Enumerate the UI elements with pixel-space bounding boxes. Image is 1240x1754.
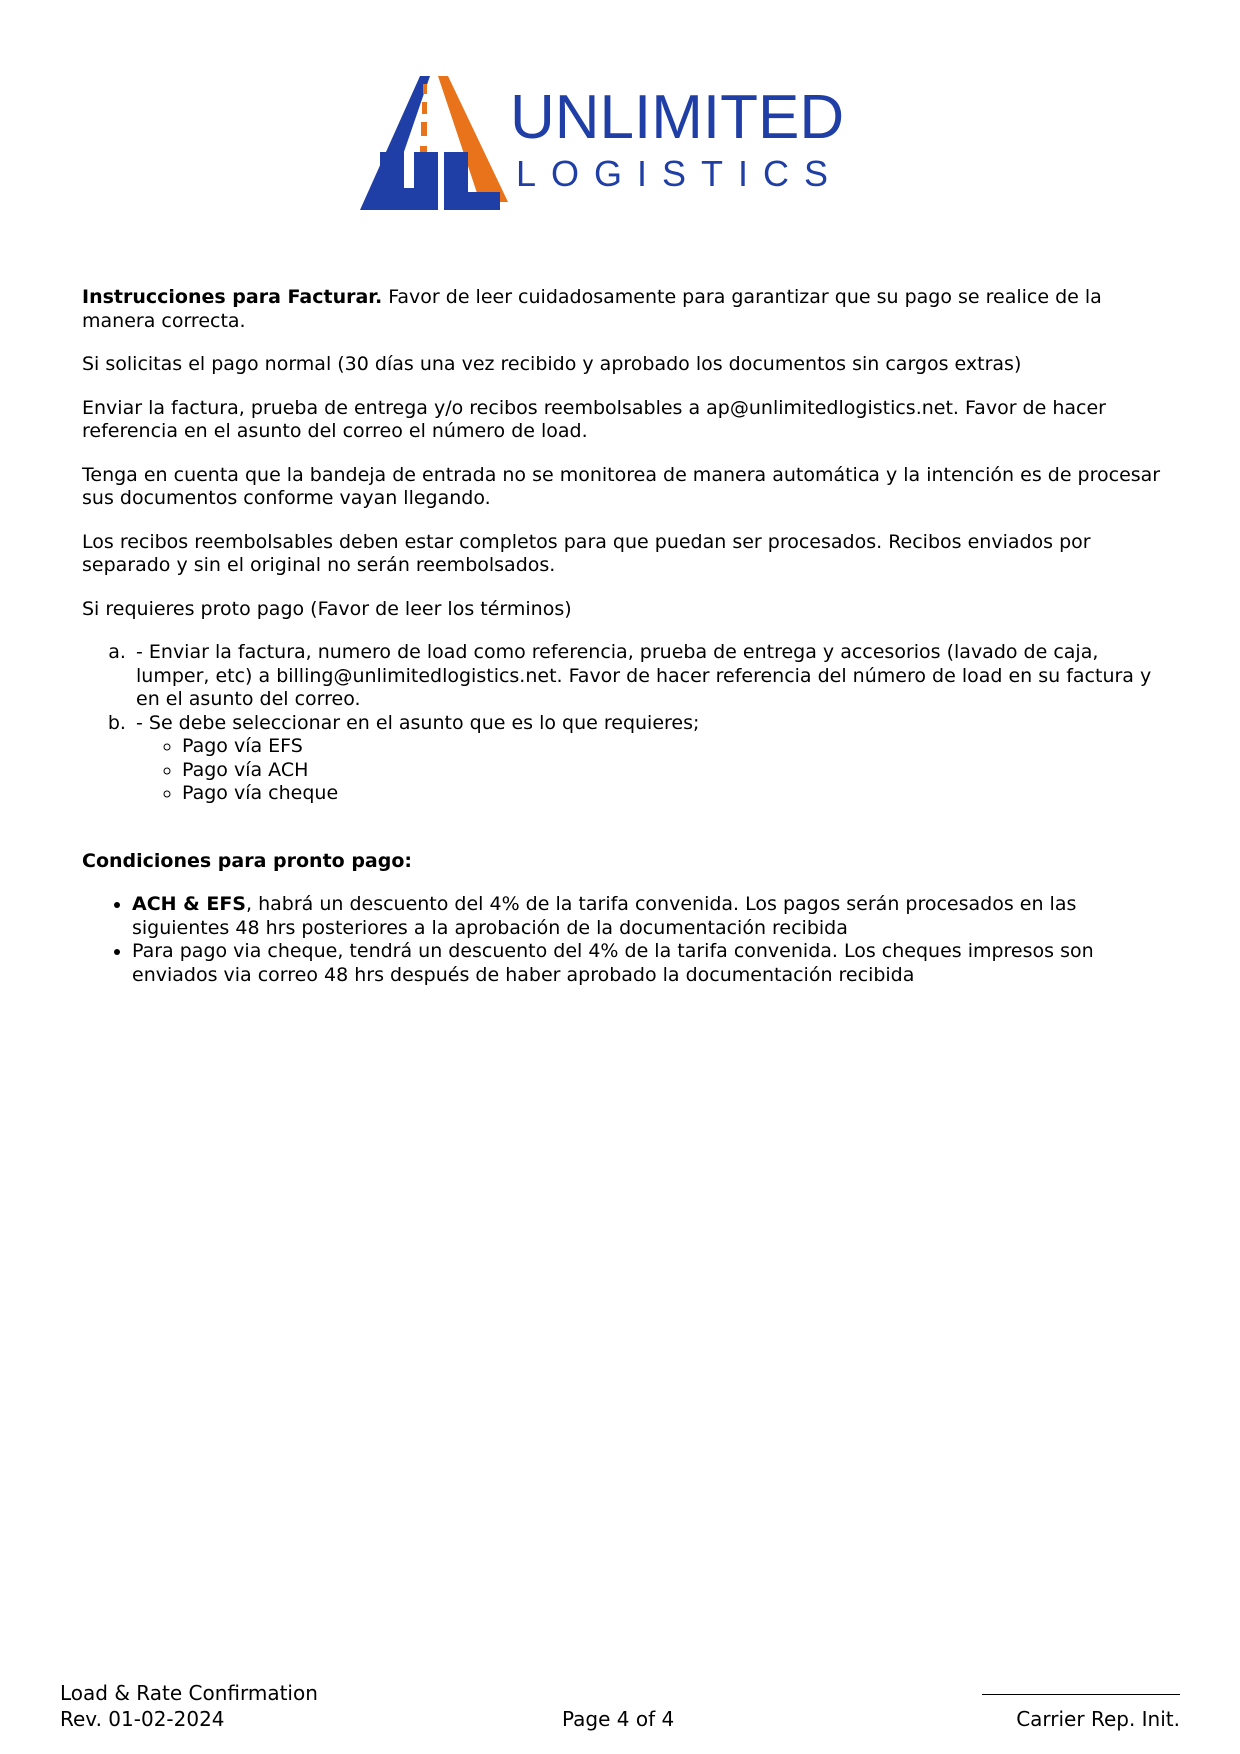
list-item xyxy=(132,641,1172,712)
receipts-paragraph: Los recibos reembolsables deben estar completos para que puedan ser procesados. Recibos enviados por separado y sin el original no serán reembolsados. xyxy=(82,530,1091,576)
footer-right xyxy=(982,1680,1180,1732)
intro-title: Instrucciones para Facturar. xyxy=(82,286,383,308)
list-item xyxy=(132,893,1172,940)
cheque-text: Para pago via cheque, tendrá un descuento del 4% de la tarifa convenida. Los cheques impresos son enviados via correo 48 hrs después de haber aprobado la documentación recibida xyxy=(132,940,1094,986)
conditions-heading: Condiciones para pronto pago: xyxy=(82,849,413,872)
page-number: Page 4 of 4 xyxy=(562,1707,675,1731)
initials-line xyxy=(982,1680,1180,1695)
quick-pay-paragraph: Si requieres proto pago (Favor de leer los términos) xyxy=(82,597,572,620)
initials-label: Carrier Rep. Init. xyxy=(1016,1707,1180,1731)
list-item xyxy=(132,712,1172,806)
logo-word-unlimited: UNLIMITED xyxy=(510,83,845,152)
company-logo xyxy=(360,76,920,210)
ach-efs-text: , habrá un descuento del 4% de la tarifa convenida. Los pagos serán procesados en las siguientes 48 hrs posteriores a la aprobación de la documentación recibida xyxy=(132,893,1077,939)
list-item: ◦ Pago vía ACH xyxy=(182,759,1172,783)
logo-word-logistics: LOGISTICS xyxy=(516,153,844,194)
ach-efs-label: ACH & EFS xyxy=(132,893,246,915)
conditions-list xyxy=(82,893,1172,987)
normal-payment-paragraph: Si solicitas el pago normal (30 días una vez recibido y aprobado los documentos sin cargos extras) xyxy=(82,353,1022,375)
step-b-text: - Se debe seleccionar en el asunto que es lo que requieres; xyxy=(136,711,700,734)
payment-options-list xyxy=(136,735,1172,806)
list-item: ◦ Pago vía cheque xyxy=(182,782,1172,806)
step-a-text: - Enviar la factura, numero de load como referencia, prueba de entrega y accesorios (lavado de caja, lumper, etc) a billing@unlimitedlogistics.net. Favor de hacer referencia del número de load en su factura y en el asunto del correo. xyxy=(136,641,1152,710)
intro-paragraph xyxy=(82,286,1172,333)
send-invoice-paragraph: Enviar la factura, prueba de entrega y/o recibos reembolsables a ap@unlimitedlogistics.net. Favor de hacer referencia en el asunto del correo el número de load. xyxy=(82,396,1106,442)
document-body xyxy=(82,286,1172,987)
quick-pay-steps xyxy=(82,641,1172,806)
list-item xyxy=(132,940,1172,987)
footer-left xyxy=(60,1680,318,1732)
list-item: ◦ Pago vía EFS xyxy=(182,735,1172,759)
inbox-notice-paragraph: Tenga en cuenta que la bandeja de entrada no se monitorea de manera automática y la intención es de procesar sus documentos conforme vayan llegando. xyxy=(82,463,1161,509)
footer-title: Load & Rate Confirmation xyxy=(60,1681,318,1705)
footer-revision: Rev. 01-02-2024 xyxy=(60,1707,225,1731)
intro-text: Favor de leer cuidadosamente para garantizar que su pago se realice de la manera correcta. xyxy=(82,286,1102,332)
